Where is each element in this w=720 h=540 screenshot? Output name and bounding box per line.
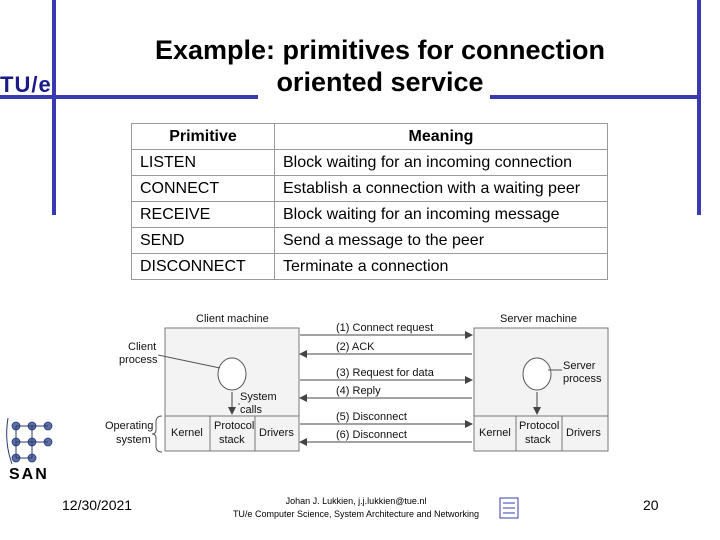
tue-footer-logo-icon bbox=[499, 497, 519, 519]
footer-date: 12/30/2021 bbox=[62, 497, 133, 513]
server-process-circle bbox=[523, 358, 551, 390]
table-row bbox=[132, 176, 608, 202]
client-kernel-label: Kernel bbox=[171, 427, 203, 439]
message-label-6: (6) Disconnect bbox=[336, 429, 407, 441]
server-process-label-1: Server bbox=[563, 360, 596, 372]
message-label-3: (3) Request for data bbox=[336, 367, 434, 379]
client-machine-label: Client machine bbox=[196, 313, 269, 325]
client-process-label-1: Client bbox=[128, 341, 157, 353]
footer-department: TU/e Computer Science, System Architecture and Networking bbox=[232, 509, 480, 519]
header-primitive: Primitive bbox=[132, 124, 275, 150]
title-line-1: Example: primitives for connection bbox=[154, 35, 606, 65]
table-row bbox=[132, 202, 608, 228]
primitive-cell: LISTEN bbox=[132, 150, 275, 176]
primitive-cell: SEND bbox=[132, 228, 275, 254]
table-header-row bbox=[132, 124, 608, 150]
os-label-1: Operating bbox=[105, 420, 154, 432]
system-calls-label-1: System bbox=[240, 391, 277, 403]
client-protocol-label-2: stack bbox=[219, 434, 245, 446]
server-process-label-2: process bbox=[563, 373, 602, 385]
meaning-cell: Establish a connection with a waiting peer bbox=[275, 176, 608, 202]
client-process-label-2: process bbox=[119, 354, 158, 366]
title-line-2: oriented service bbox=[276, 67, 484, 97]
meaning-cell: Send a message to the peer bbox=[275, 228, 608, 254]
os-label-2: system bbox=[116, 434, 151, 446]
page-number: 20 bbox=[643, 497, 659, 513]
table-row bbox=[132, 228, 608, 254]
client-protocol-label-1: Protocol bbox=[214, 420, 255, 432]
system-calls-label-2: calls bbox=[240, 404, 263, 416]
client-process-circle bbox=[218, 358, 246, 390]
os-brace bbox=[152, 416, 162, 452]
server-protocol-label-1: Protocol bbox=[519, 420, 560, 432]
message-label-1: (1) Connect request bbox=[336, 322, 434, 334]
footer-author: Johan J. Lukkien, j.j.lukkien@tue.nl bbox=[285, 496, 427, 506]
server-machine-label: Server machine bbox=[500, 313, 578, 325]
header-meaning: Meaning bbox=[275, 124, 608, 150]
primitive-cell: RECEIVE bbox=[132, 202, 275, 228]
message-label-2: (2) ACK bbox=[336, 341, 375, 353]
primitives-table bbox=[131, 123, 608, 280]
server-protocol-label-2: stack bbox=[525, 434, 551, 446]
message-label-4: (4) Reply bbox=[336, 385, 381, 397]
right-frame-bar bbox=[697, 0, 701, 215]
meaning-cell: Terminate a connection bbox=[275, 254, 608, 280]
primitive-cell: DISCONNECT bbox=[132, 254, 275, 280]
table-row bbox=[132, 254, 608, 280]
server-kernel-label: Kernel bbox=[479, 427, 511, 439]
table-row bbox=[132, 150, 608, 176]
message-label-5: (5) Disconnect bbox=[336, 411, 407, 423]
client-drivers-label: Drivers bbox=[259, 427, 294, 439]
server-drivers-label: Drivers bbox=[566, 427, 601, 439]
meaning-cell: Block waiting for an incoming message bbox=[275, 202, 608, 228]
primitive-cell: CONNECT bbox=[132, 176, 275, 202]
left-frame-bar bbox=[52, 0, 56, 215]
tue-logo: TU/e bbox=[0, 72, 52, 97]
slide-title bbox=[90, 34, 670, 98]
meaning-cell: Block waiting for an incoming connection bbox=[275, 150, 608, 176]
san-logo-text: SAN bbox=[9, 466, 49, 483]
